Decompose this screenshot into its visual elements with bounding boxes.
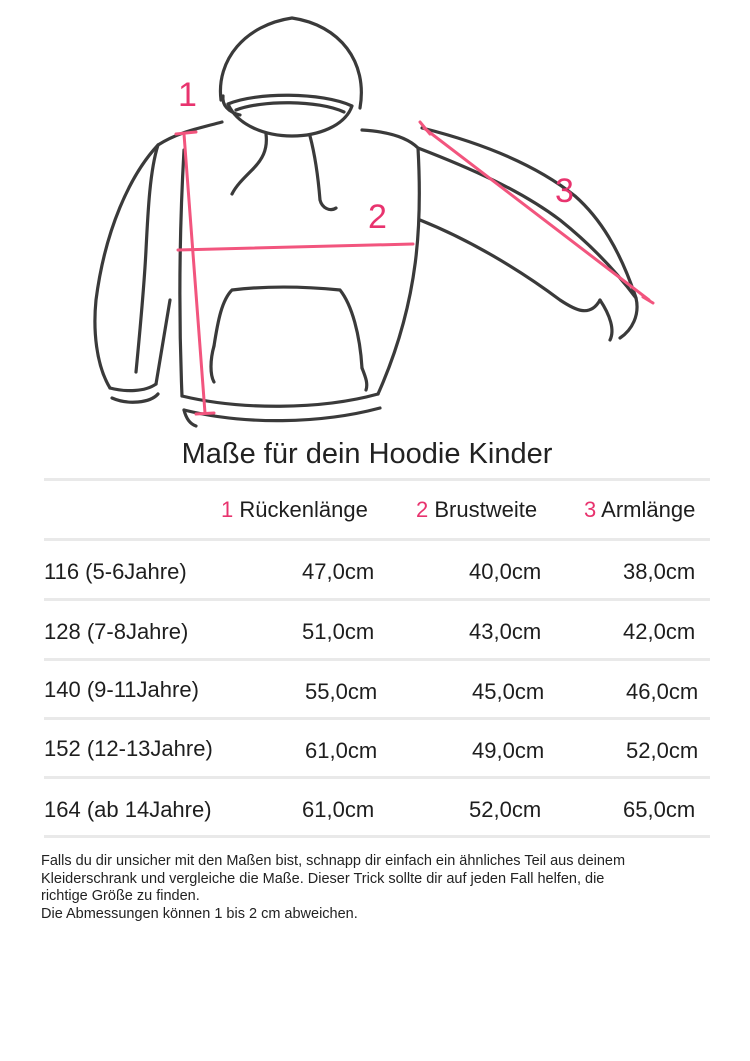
divider <box>44 776 710 779</box>
back-length-cell: 51,0cm <box>302 619 375 644</box>
size-cell: 128 (7-8Jahre) <box>44 619 189 644</box>
back-length-tick-top <box>176 132 196 134</box>
arm-length-cell: 65,0cm <box>623 797 696 822</box>
back-length-tick-bottom <box>196 413 214 414</box>
footer-line: Die Abmessungen können 1 bis 2 cm abweichen. <box>41 905 358 922</box>
hoodie-sketch <box>95 18 637 426</box>
chest-width-cell: 52,0cm <box>469 797 542 822</box>
divider <box>44 658 710 661</box>
divider <box>44 478 710 481</box>
header-back-length <box>221 497 368 523</box>
back-length-cell: 55,0cm <box>305 679 378 704</box>
hoodie-diagram <box>0 0 750 440</box>
arm-length-cell: 52,0cm <box>626 738 699 763</box>
header-number: 2 <box>416 497 429 522</box>
chest-width-cell: 40,0cm <box>469 559 542 584</box>
footer-line: richtige Größe zu finden. <box>41 888 200 904</box>
header-label: Armlänge <box>601 497 696 522</box>
page-title: Maße für dein Hoodie Kinder <box>181 438 553 470</box>
divider <box>44 598 710 601</box>
chest-width-line <box>178 244 413 250</box>
back-length-cell: 61,0cm <box>305 738 378 763</box>
footer-line: Kleiderschrank und vergleiche die Maße. Dieser Trick sollte dir auf jeden Fall helfen, die <box>41 870 605 887</box>
chest-width-cell: 49,0cm <box>472 738 545 763</box>
arm-length-line <box>424 128 649 300</box>
divider <box>44 835 710 838</box>
arm-length-cell: 46,0cm <box>626 679 699 704</box>
footer-line: Falls du dir unsicher mit den Maßen bist, schnapp dir einfach ein ähnliches Teil aus deinem <box>41 853 626 869</box>
back-length-line <box>184 134 205 413</box>
divider <box>44 538 710 541</box>
chest-width-cell: 43,0cm <box>469 619 542 644</box>
label-arm-length: 3 <box>555 172 574 210</box>
chest-width-cell: 45,0cm <box>472 679 545 704</box>
size-cell: 152 (12-13Jahre) <box>44 736 213 761</box>
footer-note <box>41 853 721 923</box>
header-label: Rückenlänge <box>239 497 368 522</box>
header-arm-length <box>584 497 695 523</box>
divider <box>44 717 710 720</box>
size-cell: 116 (5-6Jahre) <box>44 559 187 584</box>
header-label: Brustweite <box>434 497 538 522</box>
arm-length-cell: 38,0cm <box>623 559 696 584</box>
label-chest-width: 2 <box>368 198 387 236</box>
header-number: 1 <box>221 497 234 522</box>
back-length-cell: 47,0cm <box>302 559 375 584</box>
size-cell: 164 (ab 14Jahre) <box>44 797 212 822</box>
arm-length-cell: 42,0cm <box>623 619 696 644</box>
back-length-cell: 61,0cm <box>302 797 375 822</box>
header-number: 3 <box>584 497 597 522</box>
label-back-length: 1 <box>178 76 197 114</box>
size-cell: 140 (9-11Jahre) <box>44 677 199 702</box>
header-chest-width <box>416 497 537 523</box>
